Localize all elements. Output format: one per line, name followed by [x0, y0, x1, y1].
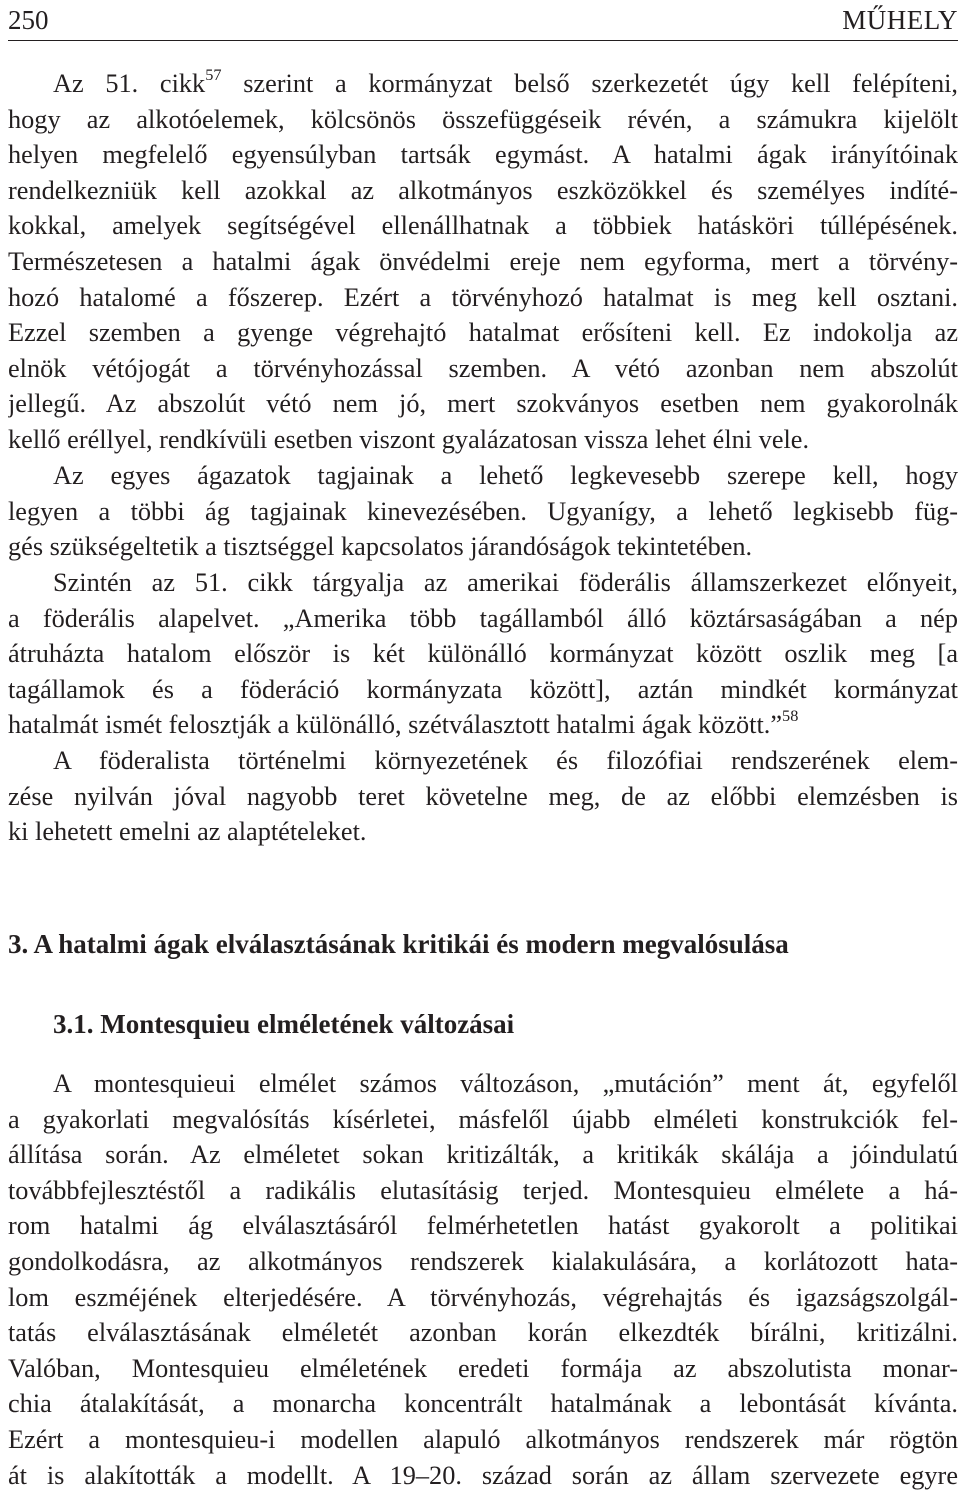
text-line: kellő eréllyel, rendkívüli esetben viszont gyalázatosan vissza lehet élni vele. [8, 424, 810, 454]
text-line: lom eszméjének elterjedésére. A törvényhozás, végrehajtás és igazságszolgál- [8, 1282, 958, 1312]
text-line: Valóban, Montesquieu elméletének eredeti formája az abszolutista monar- [8, 1353, 958, 1383]
text-line: átruházta hatalom először is két különálló kormányzat között oszlik meg [a [8, 639, 958, 669]
text-line: Természetesen a hatalmi ágak önvédelmi ereje nem egyforma, mert a törvény- [8, 246, 958, 276]
footnote-ref: 57 [205, 64, 222, 84]
text-line: hozó hatalomé a főszerep. Ezért a törvényhozó hatalmat is meg kell osztani. [8, 282, 958, 312]
paragraph-federalist-analysis [8, 743, 958, 850]
text-segment: szerint a kormányzat belső szerkezetét úgy kell felépíteni, [221, 69, 958, 98]
text-line: A föderalista történelmi környezetének és filozófiai rendszerének elem- [53, 746, 958, 775]
text-line: tatás elválasztásának elméletét azonban korán elkezdték bírálni, kritizálni. [8, 1318, 958, 1348]
text-line: rendelkezniük kell azokkal az alkotmányos eszközökkel és személyes indíté- [8, 175, 958, 205]
section-title: MŰHELY [842, 5, 958, 35]
paragraph-lines [8, 743, 958, 850]
text-line: gondolkodásra, az alkotmányos rendszerek kialakulására, a korlátozott hata- [8, 1246, 958, 1276]
paragraph-art51-structure [8, 66, 958, 458]
paragraph-lines [8, 458, 958, 565]
text-line: tagállamok és a föderáció kormányzata között], aztán mindkét kormányzat [8, 674, 958, 704]
text-segment: hatalmát ismét felosztják a különálló, szétválasztott hatalmi ágak között.” [8, 710, 783, 740]
text-line [8, 707, 958, 743]
text-line: gés szükségeltetik a tisztséggel kapcsolatos járandóságok tekintetében. [8, 532, 753, 562]
text-line: Az egyes ágazatok tagjainak a lehető legkevesebb szerepe kell, hogy [53, 461, 958, 490]
paragraph-lines [8, 565, 958, 743]
footnote-ref: 58 [782, 706, 799, 726]
text-line: továbbfejlesztéstől a radikális elutasításig terjed. Montesquieu elmélete a há- [8, 1175, 958, 1205]
text-line: jellegű. Az abszolút vétó nem jó, mert szokványos esetben nem gyakorolnák [8, 389, 958, 419]
paragraph-appointments [8, 458, 958, 565]
text-line: A montesquieui elmélet számos változáson, „mutáción” ment át, egyfelől [53, 1069, 958, 1098]
text-line: állítása során. Az elméletet sokan kritizálták, a kritikák skálája a jóindulatú [8, 1140, 958, 1170]
text-line: rom hatalmi ág elválasztásáról felmérhetetlen hatást gyakorolt a politikai [8, 1211, 958, 1241]
text-line: Ezzel szemben a gyenge végrehajtó hatalmat erősíteni kell. Ez indokolja az [8, 318, 958, 348]
text-line: Szintén az 51. cikk tárgyalja az amerikai föderális államszerkezet előnyeit, [53, 568, 958, 597]
section-heading: 3. A hatalmi ágak elválasztásának kritikái és modern megvalósulása [8, 929, 789, 959]
subsection-heading: 3.1. Montesquieu elméletének változásai [53, 1009, 515, 1039]
text-line: helyen megfelelő egyensúlyban tartsák egymást. A hatalmi ágak irányítóinak [8, 140, 958, 170]
text-line: elnök vétójogát a törvényhozással szemben. A vétó azonban nem abszolút [8, 353, 958, 383]
running-header [8, 0, 958, 41]
text-line: chia átalakítását, a monarcha koncentrált hatalmának a lebontását kívánta. [8, 1389, 958, 1419]
paragraph-lines [8, 66, 958, 458]
text-line: át is alakították a modellt. A 19–20. század során az állam szervezete egyre [8, 1460, 958, 1490]
text-line: hogy az alkotóelemek, kölcsönös összefüggéseik révén, a számukra kijelölt [8, 104, 958, 134]
paragraph-lines [8, 1066, 958, 1493]
text-line: zése nyilván jóval nagyobb teret követelne meg, de az előbbi elemzésben is [8, 781, 958, 811]
text-line: a föderális alapelvet. „Amerika több tagállamból álló köztársaságában a nép [8, 603, 958, 633]
text-line [8, 66, 958, 102]
text-line: kokkal, amelyek segítségével ellenállhatnak a többiek hatásköri túllépésének. [8, 211, 958, 241]
document-page [8, 0, 958, 1502]
paragraph-montesquieu-changes [8, 1066, 958, 1493]
text-line: Ezért a montesquieu-i modellen alapuló alkotmányos rendszerek már rögtön [8, 1424, 958, 1454]
text-line: a gyakorlati megvalósítás kísérletei, másfelől újabb elméleti konstrukciók fel- [8, 1104, 958, 1134]
page-number: 250 [8, 5, 49, 35]
text-line: legyen a többi ág tagjainak kinevezésében. Ugyanígy, a lehető legkisebb füg- [8, 496, 958, 526]
paragraph-federal-principle [8, 565, 958, 743]
text-line: ki lehetett emelni az alaptételeket. [8, 817, 367, 847]
text-segment: Az 51. cikk [53, 69, 206, 98]
